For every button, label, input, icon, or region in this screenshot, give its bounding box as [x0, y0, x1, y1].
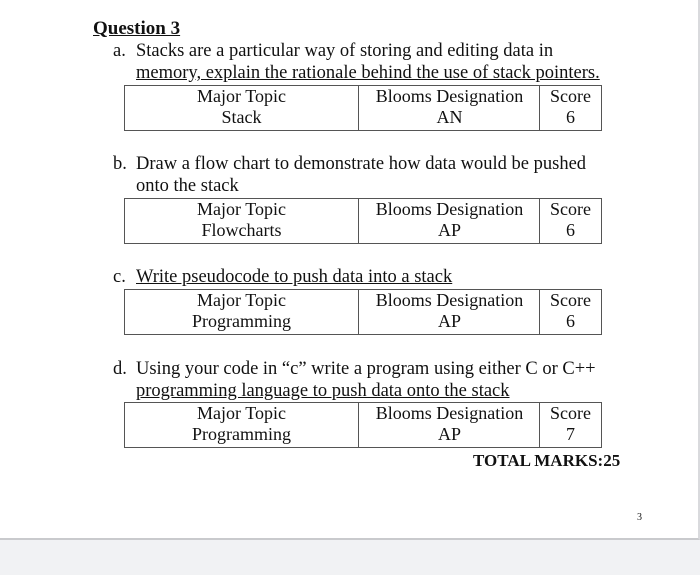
blooms-cell: [358, 86, 540, 130]
score-cell: [539, 199, 601, 243]
total-marks: TOTAL MARKS:25: [473, 451, 621, 470]
topic-value: Programming: [192, 311, 291, 331]
topic-table-b: [124, 198, 602, 244]
topic-value: Programming: [192, 424, 291, 444]
score-header: Score: [550, 86, 591, 106]
blooms-header: Blooms Designation: [375, 86, 524, 106]
part-text-line: onto the stack: [136, 176, 239, 196]
blooms-value: AP: [437, 424, 461, 444]
part-letter: c.: [113, 267, 126, 287]
topic-value: Flowcharts: [201, 220, 282, 240]
part-text-line: Draw a flow chart to demonstrate how data would be pushed: [136, 154, 587, 174]
score-value: 7: [566, 424, 575, 444]
score-header: Score: [550, 403, 591, 423]
part-letter: b.: [113, 154, 127, 174]
topic-header: Major Topic: [197, 199, 286, 219]
topic-table-d: [124, 402, 602, 448]
part-text-line: memory, explain the rationale behind the use of stack pointers.: [136, 63, 600, 83]
topic-cell: [125, 199, 358, 243]
blooms-header: Blooms Designation: [375, 290, 524, 310]
blooms-cell: [358, 290, 540, 334]
score-header: Score: [550, 199, 591, 219]
score-header: Score: [550, 290, 591, 310]
blooms-cell: [358, 403, 540, 447]
blooms-value: AP: [437, 311, 461, 331]
topic-value: Stack: [221, 107, 262, 127]
score-cell: [539, 86, 601, 130]
part-text-line: programming language to push data onto the stack: [136, 381, 510, 401]
score-value: 6: [566, 107, 575, 127]
part-letter: d.: [113, 359, 127, 379]
topic-cell: [125, 290, 358, 334]
topic-cell: [125, 86, 358, 130]
part-text-line: Using your code in “c” write a program using either C or C++: [136, 359, 596, 379]
topic-header: Major Topic: [197, 86, 286, 106]
score-value: 6: [566, 311, 575, 331]
topic-header: Major Topic: [197, 290, 286, 310]
page-number: 3: [637, 512, 642, 523]
score-value: 6: [566, 220, 575, 240]
blooms-cell: [358, 199, 540, 243]
blooms-header: Blooms Designation: [375, 199, 524, 219]
question-title: Question 3: [93, 18, 181, 39]
blooms-header: Blooms Designation: [375, 403, 524, 423]
topic-table-c: [124, 289, 602, 335]
score-cell: [539, 290, 601, 334]
part-letter: a.: [113, 41, 126, 61]
topic-cell: [125, 403, 358, 447]
part-text-line: Write pseudocode to push data into a stack: [136, 267, 453, 287]
topic-table-a: [124, 85, 602, 131]
blooms-value: AN: [436, 107, 463, 127]
score-cell: [539, 403, 601, 447]
blooms-value: AP: [437, 220, 461, 240]
part-text-line: Stacks are a particular way of storing and editing data in: [136, 41, 554, 61]
topic-header: Major Topic: [197, 403, 286, 423]
